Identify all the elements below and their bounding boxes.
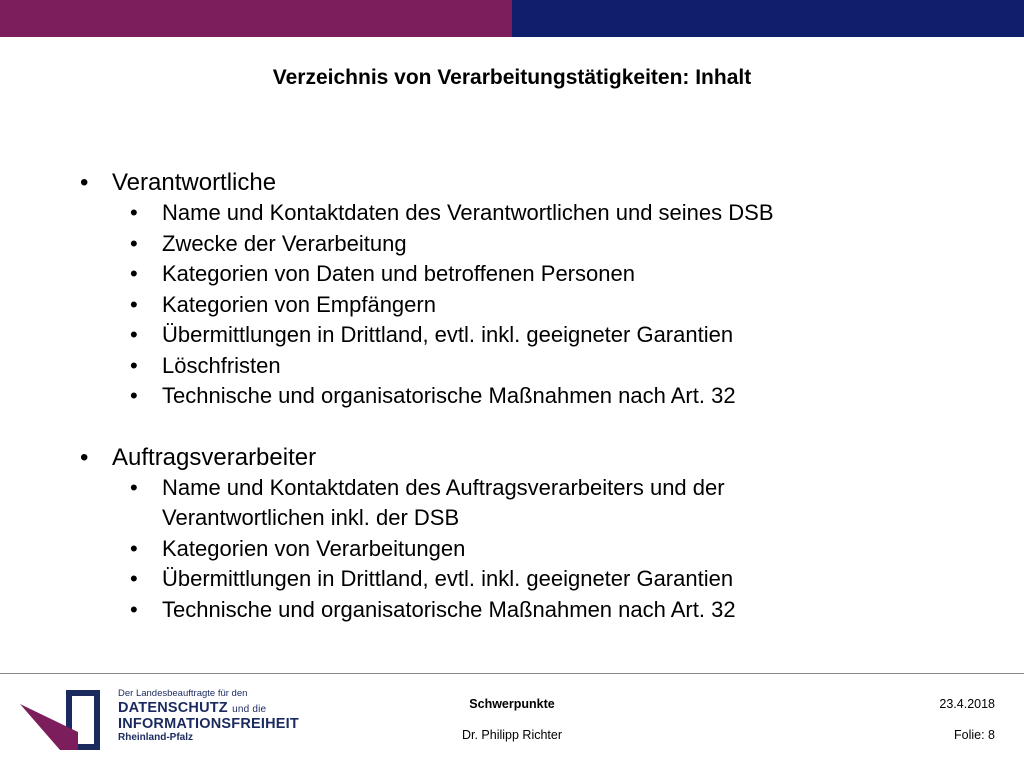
bullet: • (130, 383, 138, 408)
footer-author: Dr. Philipp Richter (461, 728, 563, 742)
sublist-auftragsverarbeiter (80, 473, 980, 626)
bullet: • (130, 596, 138, 622)
list-item-text: Name und Kontaktdaten des Auftragsverarbeiters und der Verantwortlichen inkl. der DSB (162, 474, 725, 530)
list-item-text: Löschfristen (162, 352, 281, 378)
sublist-verantwortliche (80, 198, 980, 412)
list-item (80, 229, 980, 260)
list-item-text: Kategorien von Verarbeitungen (162, 535, 466, 561)
bullet: • (130, 535, 138, 561)
bullet: • (130, 352, 138, 378)
bullet: • (130, 474, 138, 500)
list-item (80, 198, 980, 229)
list-item (80, 259, 980, 290)
list-item (80, 595, 980, 626)
logo-datenschutz: DATENSCHUTZ (118, 700, 228, 716)
list-item (80, 564, 980, 595)
list-item-text: Zwecke der Verarbeitung (162, 230, 407, 256)
list-item-text: Technische und organisatorische Maßnahmen nach Art. 32 (162, 596, 736, 622)
list-item (80, 534, 980, 565)
list-item-text: Name und Kontaktdaten des Verantwortlichen und seines DSB (162, 200, 774, 225)
slide-title: Verzeichnis von Verarbeitungstätigkeiten: Inhalt (272, 66, 752, 89)
section-heading-label: Verantwortliche (112, 169, 277, 196)
list-item (80, 473, 980, 534)
list-item (80, 320, 980, 351)
bullet: • (130, 322, 138, 347)
bullet: • (80, 443, 89, 471)
footer-slide-number: Folie: 8 (954, 728, 995, 742)
header-bar-magenta (0, 0, 512, 37)
list-item-text: Kategorien von Daten und betroffenen Personen (162, 261, 635, 286)
list-item (80, 351, 980, 382)
list-item-text: Technische und organisatorische Maßnahmen nach Art. 32 (162, 383, 736, 408)
logo-line-4: Rheinland-Pfalz (118, 732, 194, 743)
section-heading-verantwortliche (80, 168, 980, 198)
bullet: • (80, 169, 89, 196)
list-item-text: Übermittlungen in Drittland, evtl. inkl. geeigneter Garantien (162, 566, 734, 591)
bullet: • (130, 261, 138, 286)
logo-und-die: und die (232, 704, 267, 715)
bullet: • (130, 200, 138, 225)
logo-line-3: INFORMATIONSFREIHEIT (118, 716, 299, 732)
slide-content (80, 168, 980, 625)
logo-line-1: Der Landesbeauftragte für den (118, 688, 248, 699)
section-heading-auftragsverarbeiter (80, 443, 980, 473)
section-heading-label: Auftragsverarbeiter (112, 443, 317, 471)
footer-divider (0, 673, 1024, 674)
footer-date: 23.4.2018 (939, 697, 995, 711)
list-item (80, 290, 980, 321)
list-item-text: Übermittlungen in Drittland, evtl. inkl. geeigneter Garantien (162, 322, 734, 347)
bullet: • (130, 291, 138, 317)
footer-topic: Schwerpunkte (469, 697, 555, 711)
bullet: • (130, 566, 138, 591)
list-item (80, 381, 980, 412)
list-item-text: Kategorien von Empfängern (162, 291, 436, 317)
bullet: • (130, 230, 138, 256)
section-spacer (80, 412, 980, 443)
header-bar-navy (512, 0, 1024, 37)
